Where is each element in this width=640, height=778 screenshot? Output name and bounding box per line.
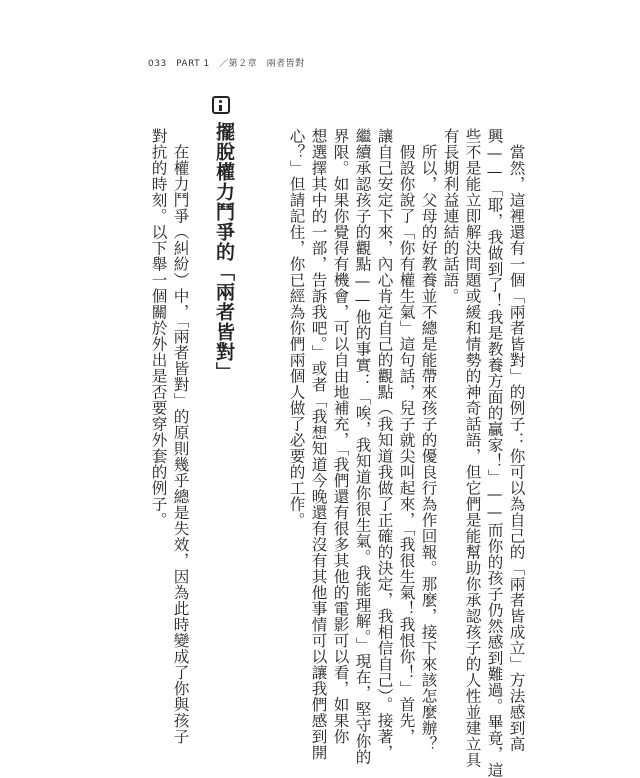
text-column: 想選擇其中的一部，告訴我吧。」或者「我想知道今晚還有沒有其他事情可以讓我們感到開: [309, 128, 328, 761]
text-column: 界限。如果你覺得有機會，可以自由地補充，「我們還有很多其他的電影可以看，如果你: [331, 128, 350, 745]
text-column: 有長期利益連結的話語。: [441, 128, 460, 304]
text-column: 興——「耶，我做到了！我是教養方面的贏家！」——而你的孩子仍然感到難過。畢竟，這: [485, 128, 504, 778]
section-heading: 擺脫權力鬥爭的「兩者皆對」: [213, 122, 235, 382]
text-column: 在權力鬥爭（糾紛）中，「兩者皆對」的原則幾乎總是失效，因為此時變成了你與孩子: [171, 128, 190, 745]
part-label: PART 1: [176, 59, 210, 69]
text-column: 些不是能立即解決問題或緩和情勢的神奇話語，但它們是能幫助你承認孩子的人性並建立具: [463, 128, 482, 768]
text-column: 假設你說了「你有權生氣」這句話，兒子就尖叫起來，「我很生氣！我恨你！」首先，: [397, 128, 416, 745]
text-column: 繼續承認孩子的觀點——他的事實：「唉，我知道你很生氣。我能理解。」現在，堅守你的: [353, 128, 372, 765]
text-column: 對抗的時刻。以下舉一個關於外出是否要穿外套的例子。: [149, 128, 168, 528]
text-column: 當然，這裡還有一個「兩者皆對」的例子：你可以為自己的「兩者皆成立」方法感到高: [507, 128, 526, 752]
section-icon: [212, 96, 230, 114]
text-column: 讓自己安定下來，內心肯定自己的觀點（我知道我做了正確的決定，我相信自己）。接著，: [375, 128, 394, 761]
chapter-label: ／第２章 兩者皆對: [219, 59, 305, 69]
page-number: 033: [148, 59, 167, 69]
text-column: 所以，父母的好教養並不總是能帶來孩子的優良行為作回報。那麼，接下來該怎麼辦？: [419, 128, 438, 752]
text-column: 心？」但請記住，你已經為你們兩個人做了必要的工作。: [287, 128, 306, 528]
running-header: [148, 56, 311, 69]
